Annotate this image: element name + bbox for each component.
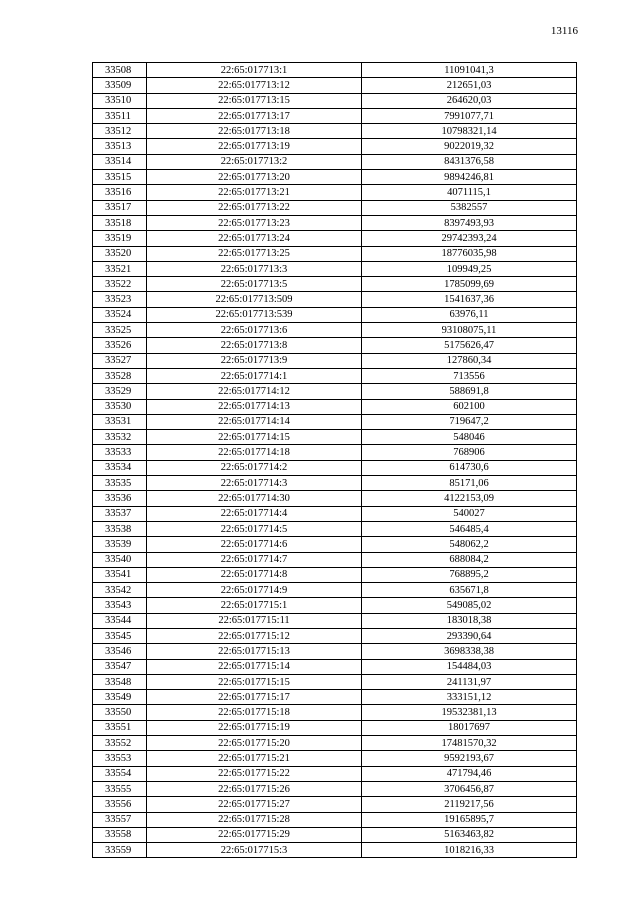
table-row	[93, 430, 577, 445]
table-row	[93, 215, 577, 230]
value-cell: 1018216,33	[362, 843, 577, 858]
cadastral-number-cell: 22:65:017714:8	[147, 567, 362, 582]
row-number-cell: 33537	[93, 506, 147, 521]
cadastral-number-cell: 22:65:017714:30	[147, 491, 362, 506]
value-cell: 9022019,32	[362, 139, 577, 154]
cadastral-number-cell: 22:65:017715:21	[147, 751, 362, 766]
row-number-cell: 33519	[93, 231, 147, 246]
value-cell: 4071115,1	[362, 185, 577, 200]
table-row	[93, 843, 577, 858]
value-cell: 548062,2	[362, 537, 577, 552]
value-cell: 3698338,38	[362, 644, 577, 659]
row-number-cell: 33533	[93, 445, 147, 460]
table-row	[93, 827, 577, 842]
value-cell: 19532381,13	[362, 705, 577, 720]
row-number-cell: 33546	[93, 644, 147, 659]
cadastral-number-cell: 22:65:017715:15	[147, 674, 362, 689]
cadastral-number-cell: 22:65:017713:8	[147, 338, 362, 353]
table-row	[93, 506, 577, 521]
table-row	[93, 246, 577, 261]
table-row	[93, 628, 577, 643]
row-number-cell: 33555	[93, 781, 147, 796]
value-cell: 29742393,24	[362, 231, 577, 246]
value-cell: 333151,12	[362, 690, 577, 705]
cadastral-number-cell: 22:65:017714:2	[147, 460, 362, 475]
value-cell: 2119217,56	[362, 797, 577, 812]
table-row	[93, 185, 577, 200]
table-row	[93, 720, 577, 735]
row-number-cell: 33541	[93, 567, 147, 582]
cadastral-number-cell: 22:65:017715:12	[147, 628, 362, 643]
cadastral-number-cell: 22:65:017714:1	[147, 368, 362, 383]
cadastral-number-cell: 22:65:017713:23	[147, 215, 362, 230]
table-row	[93, 63, 577, 78]
row-number-cell: 33557	[93, 812, 147, 827]
value-cell: 588691,8	[362, 384, 577, 399]
value-cell: 7991077,71	[362, 108, 577, 123]
row-number-cell: 33552	[93, 736, 147, 751]
value-cell: 10798321,14	[362, 124, 577, 139]
table-row	[93, 292, 577, 307]
table-row	[93, 78, 577, 93]
table-row	[93, 154, 577, 169]
table-row	[93, 537, 577, 552]
row-number-cell: 33556	[93, 797, 147, 812]
cadastral-number-cell: 22:65:017713:12	[147, 78, 362, 93]
value-cell: 768906	[362, 445, 577, 460]
cadastral-number-cell: 22:65:017714:3	[147, 476, 362, 491]
cadastral-number-cell: 22:65:017715:27	[147, 797, 362, 812]
value-cell: 1785099,69	[362, 277, 577, 292]
cadastral-number-cell: 22:65:017715:3	[147, 843, 362, 858]
cadastral-number-cell: 22:65:017713:19	[147, 139, 362, 154]
row-number-cell: 33516	[93, 185, 147, 200]
value-cell: 635671,8	[362, 583, 577, 598]
value-cell: 5163463,82	[362, 827, 577, 842]
table-row	[93, 460, 577, 475]
cadastral-number-cell: 22:65:017713:22	[147, 200, 362, 215]
cadastral-number-cell: 22:65:017713:2	[147, 154, 362, 169]
cadastral-number-cell: 22:65:017715:29	[147, 827, 362, 842]
cadastral-number-cell: 22:65:017714:13	[147, 399, 362, 414]
table-row	[93, 323, 577, 338]
cadastral-number-cell: 22:65:017713:509	[147, 292, 362, 307]
row-number-cell: 33547	[93, 659, 147, 674]
cadastral-table	[92, 62, 577, 858]
cadastral-number-cell: 22:65:017715:18	[147, 705, 362, 720]
table-row	[93, 659, 577, 674]
cadastral-number-cell: 22:65:017715:28	[147, 812, 362, 827]
value-cell: 241131,97	[362, 674, 577, 689]
value-cell: 154484,03	[362, 659, 577, 674]
value-cell: 9592193,67	[362, 751, 577, 766]
cadastral-number-cell: 22:65:017714:6	[147, 537, 362, 552]
row-number-cell: 33529	[93, 384, 147, 399]
cadastral-number-cell: 22:65:017713:539	[147, 307, 362, 322]
cadastral-number-cell: 22:65:017715:22	[147, 766, 362, 781]
cadastral-number-cell: 22:65:017714:18	[147, 445, 362, 460]
cadastral-number-cell: 22:65:017715:11	[147, 613, 362, 628]
row-number-cell: 33543	[93, 598, 147, 613]
row-number-cell: 33551	[93, 720, 147, 735]
value-cell: 546485,4	[362, 521, 577, 536]
value-cell: 212651,03	[362, 78, 577, 93]
value-cell: 127860,34	[362, 353, 577, 368]
value-cell: 5382557	[362, 200, 577, 215]
value-cell: 18776035,98	[362, 246, 577, 261]
row-number-cell: 33532	[93, 430, 147, 445]
value-cell: 11091041,3	[362, 63, 577, 78]
table-row	[93, 751, 577, 766]
cadastral-number-cell: 22:65:017713:25	[147, 246, 362, 261]
table-row	[93, 368, 577, 383]
row-number-cell: 33524	[93, 307, 147, 322]
table-row	[93, 690, 577, 705]
value-cell: 8431376,58	[362, 154, 577, 169]
cadastral-number-cell: 22:65:017715:26	[147, 781, 362, 796]
table-row	[93, 476, 577, 491]
row-number-cell: 33508	[93, 63, 147, 78]
table-row	[93, 307, 577, 322]
table-row	[93, 277, 577, 292]
table-row	[93, 353, 577, 368]
row-number-cell: 33544	[93, 613, 147, 628]
row-number-cell: 33549	[93, 690, 147, 705]
table-row	[93, 812, 577, 827]
table-row	[93, 338, 577, 353]
value-cell: 548046	[362, 430, 577, 445]
table-row	[93, 93, 577, 108]
value-cell: 602100	[362, 399, 577, 414]
row-number-cell: 33531	[93, 414, 147, 429]
row-number-cell: 33540	[93, 552, 147, 567]
row-number-cell: 33542	[93, 583, 147, 598]
table-row	[93, 124, 577, 139]
cadastral-number-cell: 22:65:017715:13	[147, 644, 362, 659]
value-cell: 8397493,93	[362, 215, 577, 230]
value-cell: 614730,6	[362, 460, 577, 475]
cadastral-number-cell: 22:65:017713:1	[147, 63, 362, 78]
row-number-cell: 33536	[93, 491, 147, 506]
table-row	[93, 552, 577, 567]
table-row	[93, 445, 577, 460]
cadastral-number-cell: 22:65:017715:17	[147, 690, 362, 705]
value-cell: 4122153,09	[362, 491, 577, 506]
row-number-cell: 33554	[93, 766, 147, 781]
table-row	[93, 598, 577, 613]
row-number-cell: 33520	[93, 246, 147, 261]
cadastral-number-cell: 22:65:017713:17	[147, 108, 362, 123]
cadastral-number-cell: 22:65:017713:6	[147, 323, 362, 338]
cadastral-number-cell: 22:65:017714:14	[147, 414, 362, 429]
table-row	[93, 736, 577, 751]
table-row	[93, 521, 577, 536]
page-number: 13116	[550, 25, 578, 37]
row-number-cell: 33534	[93, 460, 147, 475]
row-number-cell: 33538	[93, 521, 147, 536]
table-row	[93, 261, 577, 276]
row-number-cell: 33559	[93, 843, 147, 858]
cadastral-number-cell: 22:65:017713:3	[147, 261, 362, 276]
row-number-cell: 33517	[93, 200, 147, 215]
value-cell: 93108075,11	[362, 323, 577, 338]
value-cell: 63976,11	[362, 307, 577, 322]
row-number-cell: 33513	[93, 139, 147, 154]
cadastral-number-cell: 22:65:017714:9	[147, 583, 362, 598]
table-row	[93, 108, 577, 123]
value-cell: 471794,46	[362, 766, 577, 781]
value-cell: 688084,2	[362, 552, 577, 567]
row-number-cell: 33539	[93, 537, 147, 552]
value-cell: 768895,2	[362, 567, 577, 582]
value-cell: 713556	[362, 368, 577, 383]
table-row	[93, 399, 577, 414]
table-row	[93, 781, 577, 796]
row-number-cell: 33526	[93, 338, 147, 353]
cadastral-number-cell: 22:65:017713:5	[147, 277, 362, 292]
cadastral-number-cell: 22:65:017714:5	[147, 521, 362, 536]
table-row	[93, 583, 577, 598]
row-number-cell: 33535	[93, 476, 147, 491]
table-row	[93, 705, 577, 720]
value-cell: 540027	[362, 506, 577, 521]
table-row	[93, 567, 577, 582]
cadastral-number-cell: 22:65:017714:15	[147, 430, 362, 445]
table-row	[93, 170, 577, 185]
value-cell: 719647,2	[362, 414, 577, 429]
table-row	[93, 231, 577, 246]
row-number-cell: 33553	[93, 751, 147, 766]
cadastral-number-cell: 22:65:017714:7	[147, 552, 362, 567]
row-number-cell: 33510	[93, 93, 147, 108]
cadastral-number-cell: 22:65:017714:4	[147, 506, 362, 521]
cadastral-number-cell: 22:65:017713:21	[147, 185, 362, 200]
value-cell: 293390,64	[362, 628, 577, 643]
row-number-cell: 33512	[93, 124, 147, 139]
cadastral-number-cell: 22:65:017714:12	[147, 384, 362, 399]
table-row	[93, 414, 577, 429]
table-body	[93, 63, 577, 858]
table-row	[93, 644, 577, 659]
row-number-cell: 33523	[93, 292, 147, 307]
value-cell: 1541637,36	[362, 292, 577, 307]
row-number-cell: 33545	[93, 628, 147, 643]
value-cell: 17481570,32	[362, 736, 577, 751]
table-row	[93, 766, 577, 781]
value-cell: 264620,03	[362, 93, 577, 108]
value-cell: 18017697	[362, 720, 577, 735]
table-row	[93, 797, 577, 812]
cadastral-number-cell: 22:65:017713:15	[147, 93, 362, 108]
cadastral-number-cell: 22:65:017715:19	[147, 720, 362, 735]
value-cell: 85171,06	[362, 476, 577, 491]
value-cell: 549085,02	[362, 598, 577, 613]
cadastral-number-cell: 22:65:017715:14	[147, 659, 362, 674]
row-number-cell: 33521	[93, 261, 147, 276]
value-cell: 9894246,81	[362, 170, 577, 185]
value-cell: 5175626,47	[362, 338, 577, 353]
value-cell: 109949,25	[362, 261, 577, 276]
row-number-cell: 33525	[93, 323, 147, 338]
table-row	[93, 613, 577, 628]
value-cell: 183018,38	[362, 613, 577, 628]
row-number-cell: 33511	[93, 108, 147, 123]
row-number-cell: 33522	[93, 277, 147, 292]
row-number-cell: 33514	[93, 154, 147, 169]
row-number-cell: 33548	[93, 674, 147, 689]
table-row	[93, 200, 577, 215]
value-cell: 3706456,87	[362, 781, 577, 796]
row-number-cell: 33518	[93, 215, 147, 230]
cadastral-number-cell: 22:65:017713:18	[147, 124, 362, 139]
row-number-cell: 33550	[93, 705, 147, 720]
cadastral-number-cell: 22:65:017713:9	[147, 353, 362, 368]
row-number-cell: 33527	[93, 353, 147, 368]
row-number-cell: 33509	[93, 78, 147, 93]
row-number-cell: 33558	[93, 827, 147, 842]
cadastral-number-cell: 22:65:017713:20	[147, 170, 362, 185]
table-row	[93, 491, 577, 506]
row-number-cell: 33515	[93, 170, 147, 185]
row-number-cell: 33528	[93, 368, 147, 383]
table-row	[93, 139, 577, 154]
cadastral-number-cell: 22:65:017715:20	[147, 736, 362, 751]
table-row	[93, 674, 577, 689]
value-cell: 19165895,7	[362, 812, 577, 827]
table-row	[93, 384, 577, 399]
cadastral-number-cell: 22:65:017713:24	[147, 231, 362, 246]
cadastral-number-cell: 22:65:017715:1	[147, 598, 362, 613]
row-number-cell: 33530	[93, 399, 147, 414]
